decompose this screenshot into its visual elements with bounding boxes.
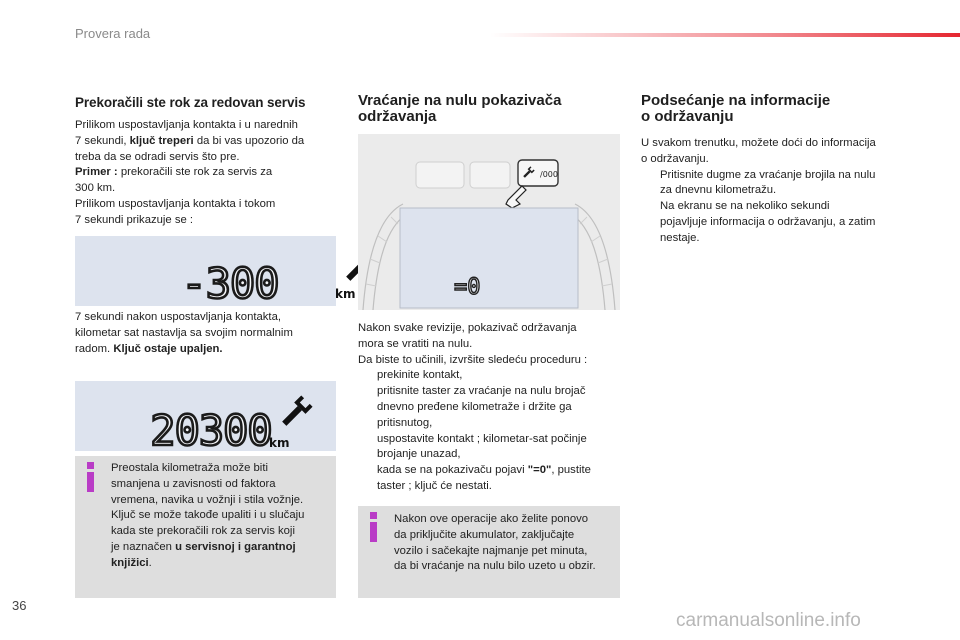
- header-accent-bar: [490, 33, 960, 37]
- info-line: smanjena u zavisnosti od faktora: [111, 477, 276, 490]
- odometer-value: 20300: [150, 406, 272, 455]
- paragraph-line: treba da se odradi servis što pre.: [75, 150, 240, 163]
- odometer-unit: km: [335, 287, 356, 301]
- list-item: uspostavite kontakt ; kilometar-sat počinje brojanje unazad,: [377, 432, 587, 461]
- info-line: Ključ se može takođe upaliti i u slučaju: [111, 509, 305, 522]
- section-title: Provera rada: [75, 26, 151, 41]
- info-line: je naznačen u servisnoj i garantnoj: [111, 540, 296, 553]
- heading-overdue-service: Prekoračili ste rok za redovan servis: [75, 95, 306, 110]
- pointing-hand-icon: [506, 186, 526, 208]
- reset-button-label: /000: [540, 170, 558, 179]
- paragraph-line: 300 km.: [75, 182, 116, 195]
- info-line: vremena, navika u vožnji i stila vožnje.: [111, 493, 304, 506]
- info-line: knjižici.: [111, 556, 152, 569]
- paragraph-line: 7 sekundi prikazuje se :: [75, 213, 194, 226]
- heading-reset: Vraćanje na nulu pokazivača održavanja: [358, 92, 562, 125]
- paragraph-line: o održavanju.: [641, 152, 709, 165]
- list-item: prekinite kontakt,: [377, 369, 463, 382]
- info-line: kada ste prekoračili rok za servis koji: [111, 525, 295, 538]
- list-item: pritisnite taster za vraćanje na nulu brojač dnevno pređene kilometraže i držite ga pritisnutog,: [377, 385, 586, 429]
- info-line: Nakon ove operacije ako želite ponovo: [394, 513, 589, 525]
- column-maintenance-reminder: [641, 93, 911, 247]
- column-reset-indicator: [358, 93, 620, 125]
- paragraph-line: U svakom trenutku, možete doći do informacija: [641, 137, 876, 149]
- paragraph-line: Prilikom uspostavljanja kontakta i tokom: [75, 197, 276, 210]
- column-overdue-service: [75, 93, 337, 229]
- watermark-text: carmanualsonline.info: [676, 610, 861, 631]
- reset-procedure-text: [358, 321, 620, 495]
- paragraph-line: Primer : prekoračili ste rok za servis za: [75, 166, 273, 179]
- paragraph-line: radom. Ključ ostaje upaljen.: [75, 342, 223, 355]
- odometer-display-overdue: [75, 236, 356, 308]
- procedure-list: [358, 368, 620, 494]
- info-line: Preostala kilometraža može biti: [111, 462, 268, 474]
- paragraph-line: Nakon svake revizije, pokazivač održavanja: [358, 322, 577, 334]
- lcd-value: =0: [454, 275, 481, 300]
- odometer-value: -300: [181, 259, 279, 308]
- info-line: da bi vraćanje na nulu bilo uzeto u obzir.: [394, 560, 596, 573]
- wrench-icon: [279, 395, 313, 429]
- paragraph-line: mora se vratiti na nulu.: [358, 337, 473, 350]
- list-item: Pritisnite dugme za vraćanje brojila na nulu za dnevnu kilometražu. Na ekranu se na nekoliko sekundi pojavljuje informacija o održavanju, a zatim nestaje.: [660, 168, 876, 244]
- info-line: da priključite akumulator, zaključajte: [394, 528, 575, 541]
- page-number: 36: [12, 598, 27, 613]
- paragraph-line: 7 sekundi nakon uspostavljanja kontakta,: [75, 311, 281, 323]
- paragraph-line: kilometar sat nastavlja sa svojim normalnim: [75, 326, 293, 339]
- info-box-battery: [358, 506, 620, 598]
- info-box-mileage: [75, 456, 336, 598]
- instrument-cluster-graphic: [358, 134, 620, 310]
- odometer-unit: km: [269, 436, 290, 450]
- odometer-display-graphic: [75, 381, 336, 455]
- after-reset-text: [75, 310, 337, 357]
- heading-reminder: Podsećanje na informacije o održavanju: [641, 92, 831, 125]
- instrument-cluster-illustration: [358, 134, 620, 310]
- reminder-list: [641, 168, 911, 247]
- paragraph-line: 7 sekundi, ključ treperi da bi vas upozorio da: [75, 134, 305, 147]
- odometer-display-normal: [75, 381, 336, 455]
- list-item: kada se na pokazivaču pojavi "=0", pustite taster ; ključ će nestati.: [377, 464, 591, 492]
- odometer-display-graphic: [75, 236, 356, 308]
- info-line: vozilo i sačekajte najmanje pet minuta,: [394, 544, 588, 557]
- paragraph-line: Prilikom uspostavljanja kontakta i u narednih: [75, 119, 298, 131]
- paragraph-line: Da biste to učinili, izvršite sledeću proceduru :: [358, 353, 588, 366]
